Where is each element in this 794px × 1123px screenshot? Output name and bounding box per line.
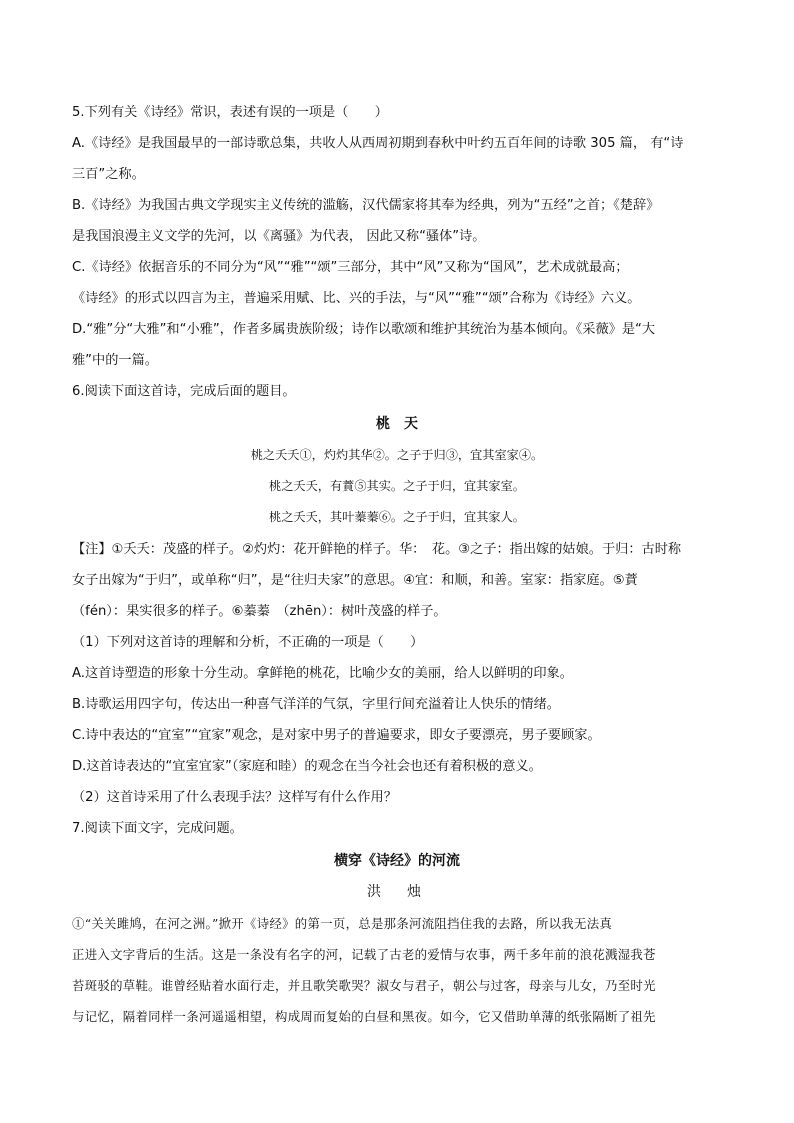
q6-option-b: B.诗歌运用四字句，传达出一种喜气洋洋的气氛，字里行间充溢着让人快乐的情绪。	[72, 697, 560, 712]
q6-option-c: C.诗中表达的“宜室”“宜家”观念，是对家中男子的普遍要求，即女子要漂亮，男子要顾家。	[72, 728, 601, 743]
q6-sub-question-1: （1）下列对这首诗的理解和分析，不正确的一项是（ ）	[72, 635, 424, 650]
q5-option-c-line2: 《诗经》的形式以四言为主，普遍采用赋、比、兴的手法，与“风”“雅”“颂”合称为《诗经》六义。	[72, 291, 641, 306]
poem-line: 桃之夭夭，其叶蓁蓁⑥。之子于归，宜其家人。	[269, 510, 525, 524]
essay-paragraph-line: 正进入文字背后的生活。这是一条没有名字的河，记载了古老的爱情与农事，两千多年前的浪花溅湿我苍	[72, 947, 656, 962]
essay-paragraph-line: 苔斑驳的草鞋。谁曾经贴着水面行走，并且歌笑歌哭？淑女与君子，朝公与过客，母亲与儿女，乃至时光	[72, 978, 656, 993]
q7-stem: 7.阅读下面文字，完成问题。	[72, 821, 243, 836]
q5-stem: 5.下列有关《诗经》常识，表述有误的一项是（ ）	[72, 105, 388, 120]
essay-title: 横穿《诗经》的河流	[334, 853, 460, 869]
poem-line: 桃之夭夭①，灼灼其华②。之子于归③，宜其室家④。	[250, 448, 544, 462]
q5-option-d-line1: D.“雅”分“大雅”和“小雅”，作者多属贵族阶级；诗作以歌颂和维护其统治为基本倾向。《采薇》是“大	[72, 322, 656, 337]
poem-note-line2: 女子出嫁为“于归”，或单称“归”，是“往归夫家”的意思。④宜：和顺，和善。室家：指家庭。⑤蕡	[72, 573, 638, 588]
essay-paragraph-line: ①“关关雎鸠，在河之洲。”掀开《诗经》的第一页，总是那条河流阻挡住我的去路，所以我无法真	[72, 916, 613, 931]
poem-note-line1: 【注】①夭夭：茂盛的样子。②灼灼：花开鲜艳的样子。华： 花。③之子：指出嫁的姑娘。于归：古时称	[72, 542, 682, 557]
q6-option-d: D.这首诗表达的“宜室宜家”（家庭和睦）的观念在当今社会也还有着积极的意义。	[72, 759, 542, 774]
poem-title: 桃 天	[376, 416, 418, 432]
q5-option-a-line1: A.《诗经》是我国最早的一部诗歌总集，共收人从西周初期到春秋中叶约五百年间的诗歌 305 篇， 有“诗	[72, 136, 684, 151]
poem-line: 桃之夭夭，有蕡⑤其实。之子于归，宜其家室。	[269, 479, 525, 493]
poem-note-line3: （fén）：果实很多的样子。⑥蓁蓁 （zhēn）：树叶茂盛的样子。	[72, 604, 447, 619]
q5-option-d-line2: 雅”中的一篇。	[72, 353, 158, 368]
q6-sub-question-2: （2）这首诗采用了什么表现手法？这样写有什么作用？	[72, 790, 397, 805]
essay-paragraph-line: 与记忆，隔着同样一条河遥遥相望，构成周而复始的白昼和黑夜。如今，它又借助单薄的纸张隔断了祖先	[72, 1009, 656, 1024]
essay-author: 洪 烛	[367, 884, 427, 900]
q5-option-a-line2: 三百”之称。	[72, 167, 145, 182]
q5-option-b-line2: 是我国浪漫主义文学的先河，以《离骚》为代表， 因此又称“骚体”诗。	[72, 229, 486, 244]
q6-option-a: A.这首诗塑造的形象十分生动。拿鲜艳的桃花，比喻少女的美丽，给人以鲜明的印象。	[72, 666, 573, 681]
q6-stem: 6.阅读下面这首诗，完成后面的题目。	[72, 384, 296, 399]
q5-option-c-line1: C.《诗经》依据音乐的不同分为“风”“雅”“颂”三部分，其中“风”又称为“国风”，艺术成就最高；	[72, 260, 629, 275]
q5-option-b-line1: B.《诗经》为我国古典文学现实主义传统的滥觞，汉代儒家将其奉为经典，列为“五经”之首；《楚辞》	[72, 198, 660, 213]
